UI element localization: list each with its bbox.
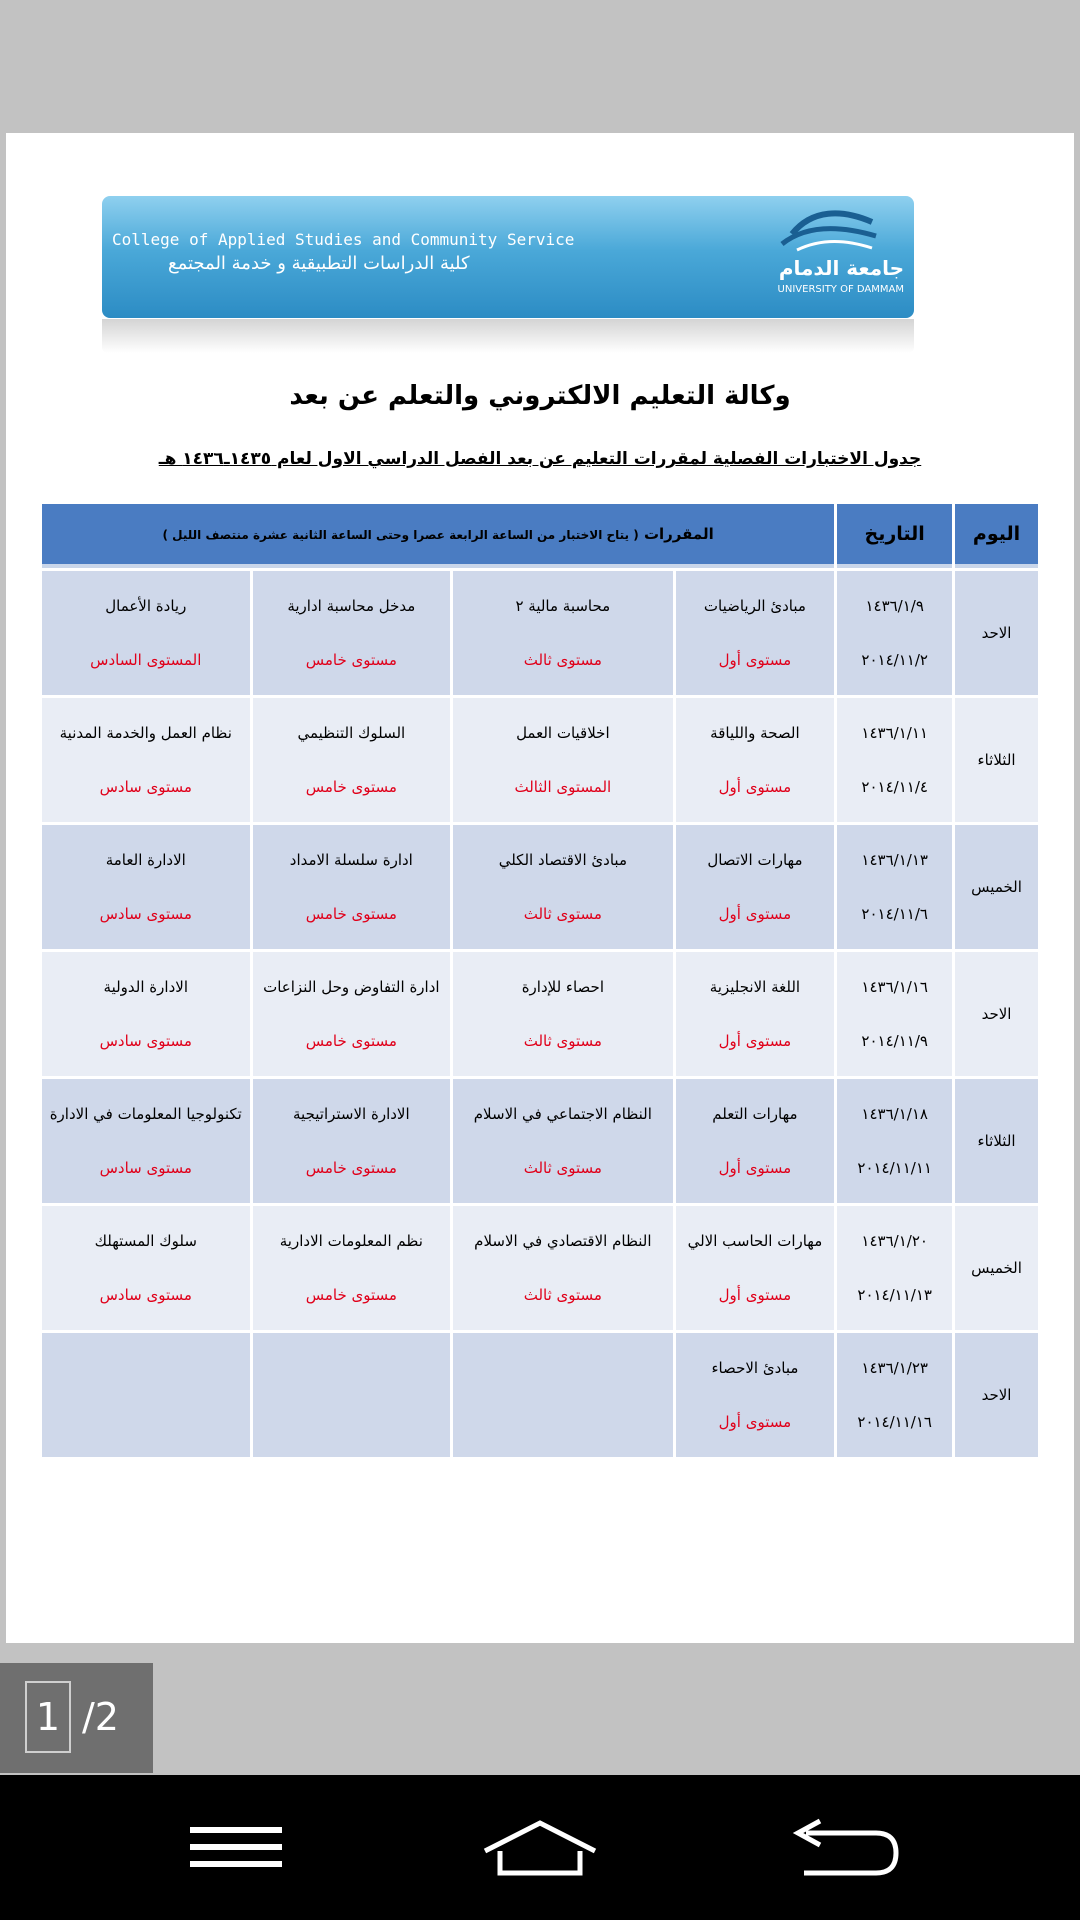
course-cell xyxy=(453,1079,672,1203)
header-day: اليوم xyxy=(955,504,1038,568)
header-courses xyxy=(42,504,834,568)
hijri-date: ١٤٣٦/١/٢٠ xyxy=(861,1232,928,1250)
course-level: مستوى سادس xyxy=(99,1032,192,1050)
course-name: تكنولوجيا المعلومات في الادارة xyxy=(49,1105,242,1123)
table-row xyxy=(42,952,1038,1076)
course-cell xyxy=(453,1206,672,1330)
course-name: مدخل محاسبة ادارية xyxy=(287,597,416,615)
home-icon xyxy=(480,1811,600,1891)
table-row xyxy=(42,1333,1038,1457)
course-level: مستوى ثالث xyxy=(523,651,602,669)
page-title: وكالة التعليم الالكتروني والتعلم عن بعد xyxy=(289,381,791,411)
course-level: مستوى ثالث xyxy=(523,905,602,923)
day-cell: الاحد xyxy=(955,1333,1038,1457)
page-indicator xyxy=(0,1663,153,1773)
course-level: مستوى أول xyxy=(718,1032,792,1050)
date-cell xyxy=(837,1079,952,1203)
hijri-date: ١٤٣٦/١/١٨ xyxy=(861,1105,928,1123)
college-banner xyxy=(102,196,914,318)
course-cell xyxy=(42,1079,250,1203)
course-name: ادارة سلسلة الامداد xyxy=(289,851,413,869)
course-name: مبادئ الاقتصاد الكلي xyxy=(498,851,627,869)
course-name: اخلاقيات العمل xyxy=(516,724,610,742)
navigation-bar xyxy=(0,1775,1080,1920)
day-cell: الخميس xyxy=(955,1206,1038,1330)
course-level: مستوى خامس xyxy=(305,1286,397,1304)
current-page-number: 1 xyxy=(35,1695,61,1739)
table-row xyxy=(42,825,1038,949)
course-cell xyxy=(42,952,250,1076)
table-row xyxy=(42,1206,1038,1330)
course-cell xyxy=(676,1206,835,1330)
gregorian-date: ٢٠١٤/١١/١٣ xyxy=(857,1286,932,1304)
date-cell xyxy=(837,1333,952,1457)
course-cell xyxy=(253,1333,451,1457)
table-row xyxy=(42,571,1038,695)
course-level: مستوى خامس xyxy=(305,651,397,669)
course-cell xyxy=(453,1333,672,1457)
course-name: نظام العمل والخدمة المدنية xyxy=(59,724,232,742)
course-name: اللغة الانجليزية xyxy=(709,978,801,996)
hijri-date: ١٤٣٦/١/٢٣ xyxy=(861,1359,928,1377)
date-cell xyxy=(837,825,952,949)
course-level: مستوى ثالث xyxy=(523,1032,602,1050)
course-cell xyxy=(453,952,672,1076)
banner-college-arabic: كلية الدراسات التطبيقية و خدمة المجتمع xyxy=(168,253,470,274)
header-courses-label: المقررات xyxy=(643,525,714,543)
course-cell xyxy=(676,825,835,949)
exam-schedule-table xyxy=(39,501,1041,1460)
course-cell xyxy=(42,1206,250,1330)
course-cell xyxy=(253,1079,451,1203)
course-cell xyxy=(42,1333,250,1457)
menu-button[interactable] xyxy=(176,1811,296,1891)
course-cell xyxy=(453,698,672,822)
back-button[interactable] xyxy=(784,1811,904,1891)
menu-icon xyxy=(176,1811,296,1891)
gregorian-date: ٢٠١٤/١١/١٦ xyxy=(857,1413,932,1431)
table-header-row xyxy=(42,504,1038,568)
total-pages: /2 xyxy=(82,1695,119,1739)
hijri-date: ١٤٣٦/١/١١ xyxy=(861,724,928,742)
table-row xyxy=(42,1079,1038,1203)
banner-college-english: College of Applied Studies and Community Service xyxy=(112,230,575,249)
course-level: مستوى أول xyxy=(718,778,792,796)
gregorian-date: ٢٠١٤/١١/٢ xyxy=(861,651,928,669)
gregorian-date: ٢٠١٤/١١/٤ xyxy=(861,778,928,796)
banner-reflection xyxy=(102,319,914,353)
day-cell: الاحد xyxy=(955,571,1038,695)
page-subtitle: جدول الاختبارات الفصلية لمقررات التعليم عن بعد الفصل الدراسي الاول لعام ١٤٣٥ـ١٤٣٦ هـ xyxy=(158,449,922,469)
back-icon xyxy=(784,1811,904,1891)
course-cell xyxy=(676,698,835,822)
course-level: مستوى ثالث xyxy=(523,1159,602,1177)
course-cell xyxy=(42,698,250,822)
course-cell xyxy=(253,825,451,949)
course-cell xyxy=(42,571,250,695)
course-name: الادارة الدولية xyxy=(103,978,188,996)
header-courses-note: ( يتاح الاختبار من الساعة الرابعة عصرا وحتى الساعة الثانية عشرة منتصف الليل ) xyxy=(162,528,639,542)
gregorian-date: ٢٠١٤/١١/١١ xyxy=(857,1159,932,1177)
course-name: ادارة التفاوض وحل النزاعات xyxy=(263,978,440,996)
course-name: النظام الاجتماعي في الاسلام xyxy=(473,1105,652,1123)
date-cell xyxy=(837,571,952,695)
course-cell xyxy=(453,571,672,695)
logo-english-name: UNIVERSITY OF DAMMAM xyxy=(777,284,904,295)
course-level: مستوى خامس xyxy=(305,1032,397,1050)
day-cell: الخميس xyxy=(955,825,1038,949)
course-level: مستوى أول xyxy=(718,1159,792,1177)
course-cell xyxy=(253,698,451,822)
date-cell xyxy=(837,1206,952,1330)
course-level: مستوى خامس xyxy=(305,905,397,923)
course-level: مستوى خامس xyxy=(305,1159,397,1177)
course-cell xyxy=(676,1333,835,1457)
course-level: مستوى سادس xyxy=(99,1159,192,1177)
logo-arabic-name: جامعة الدمام xyxy=(778,256,904,280)
course-level: مستوى أول xyxy=(718,651,792,669)
course-cell xyxy=(453,825,672,949)
course-name: مهارات الحاسب الالي xyxy=(687,1232,823,1250)
university-logo xyxy=(764,202,904,312)
course-name: مهارات الاتصال xyxy=(707,851,803,869)
gregorian-date: ٢٠١٤/١١/٩ xyxy=(861,1032,928,1050)
course-level: مستوى ثالث xyxy=(523,1286,602,1304)
course-cell xyxy=(253,571,451,695)
hijri-date: ١٤٣٦/١/١٣ xyxy=(861,851,928,869)
hijri-date: ١٤٣٦/١/١٦ xyxy=(861,978,928,996)
course-level: مستوى خامس xyxy=(305,778,397,796)
course-cell xyxy=(253,952,451,1076)
course-level: المستوى السادس xyxy=(90,651,202,669)
course-name: النظام الاقتصادي في الاسلام xyxy=(474,1232,652,1250)
course-name: السلوك التنظيمي xyxy=(297,724,406,742)
course-name: احصاء للإدارة xyxy=(521,978,604,996)
hijri-date: ١٤٣٦/١/٩ xyxy=(865,597,924,615)
course-name: الصحة واللياقة xyxy=(710,724,800,742)
home-button[interactable] xyxy=(480,1811,600,1891)
course-level: مستوى سادس xyxy=(99,778,192,796)
course-level: مستوى أول xyxy=(718,1286,792,1304)
course-name: نظم المعلومات الادارية xyxy=(279,1232,423,1250)
course-name: الادارة الاستراتيجية xyxy=(293,1105,410,1123)
date-cell xyxy=(837,952,952,1076)
course-cell xyxy=(676,571,835,695)
course-name: محاسبة مالية ٢ xyxy=(515,597,611,615)
course-level: مستوى أول xyxy=(718,905,792,923)
course-name: مهارات التعلم xyxy=(712,1105,798,1123)
course-name: مبادئ الاحصاء xyxy=(711,1359,799,1377)
date-cell xyxy=(837,698,952,822)
wave-logo-icon xyxy=(772,204,882,254)
course-cell xyxy=(676,952,835,1076)
course-cell xyxy=(676,1079,835,1203)
course-cell xyxy=(253,1206,451,1330)
document-page[interactable] xyxy=(6,133,1074,1643)
course-cell xyxy=(42,825,250,949)
day-cell: الاحد xyxy=(955,952,1038,1076)
course-level: مستوى أول xyxy=(718,1413,792,1431)
course-name: مبادئ الرياضيات xyxy=(703,597,806,615)
course-level: مستوى سادس xyxy=(99,905,192,923)
course-name: الادارة العامة xyxy=(105,851,186,869)
header-date: التاريخ xyxy=(837,504,952,568)
course-name: سلوك المستهلك xyxy=(94,1232,197,1250)
gregorian-date: ٢٠١٤/١١/٦ xyxy=(861,905,928,923)
table-row xyxy=(42,698,1038,822)
course-level: المستوى الثالث xyxy=(514,778,612,796)
day-cell: الثلاثاء xyxy=(955,698,1038,822)
day-cell: الثلاثاء xyxy=(955,1079,1038,1203)
course-level: مستوى سادس xyxy=(99,1286,192,1304)
course-name: ريادة الأعمال xyxy=(105,597,187,615)
